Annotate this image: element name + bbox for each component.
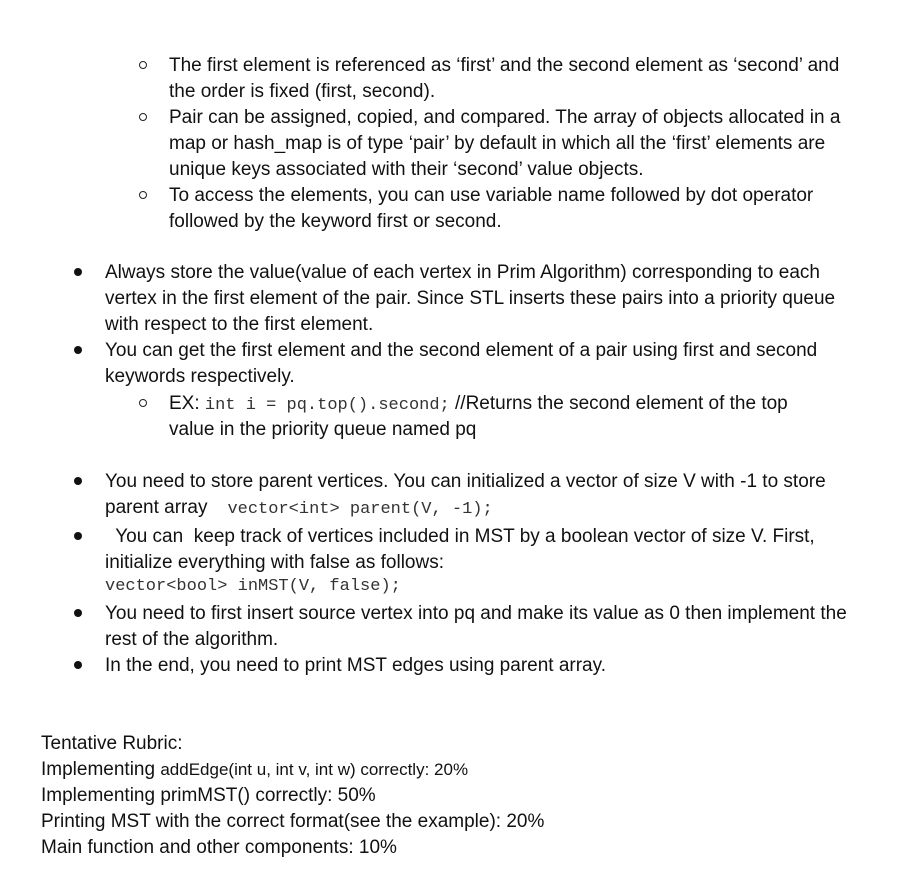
parent-code: vector<int> parent(V, -1); [227, 500, 493, 519]
text-line: initialize everything with false as follows: [105, 552, 444, 573]
text-line: You need to first insert source vertex into pq and make its value as 0 then implement the [105, 603, 847, 624]
disc-bullet-icon [74, 477, 82, 485]
text-line: You can keep track of vertices included in MST by a boolean vector of size V. First, [105, 526, 815, 547]
text-line: map or hash_map is of type ‘pair’ by default in which all the ‘first’ elements are [169, 133, 826, 154]
circle-bullet-icon [139, 191, 147, 199]
circle-bullet-icon [139, 113, 147, 121]
rubric-item: Printing MST with the correct format(see the example): 20% [41, 811, 545, 832]
rubric-item-detail: addEdge(int u, int v, int w) correctly: 20% [160, 760, 469, 779]
rubric-title: Tentative Rubric: [41, 733, 183, 754]
text-line: rest of the algorithm. [105, 629, 279, 650]
rubric-item: Implementing primMST() correctly: 50% [41, 785, 376, 806]
circle-bullet-icon [139, 61, 147, 69]
circle-bullet-icon [139, 399, 147, 407]
text-line: unique keys associated with their ‘second’ value objects. [169, 159, 644, 180]
text-line: with respect to the first element. [105, 314, 374, 335]
text-line: parent array [105, 497, 208, 518]
rubric-item: Main function and other components: 10% [41, 837, 397, 858]
text-line: In the end, you need to print MST edges using parent array. [105, 655, 606, 676]
example-comment: //Returns the second element of the top [449, 393, 788, 414]
text-line: keywords respectively. [105, 366, 295, 387]
text-line: Pair can be assigned, copied, and compared. The array of objects allocated in a [169, 107, 841, 128]
parent-array-line [105, 497, 493, 521]
text-line: You need to store parent vertices. You can initialized a vector of size V with -1 to store [105, 471, 826, 492]
disc-bullet-icon [74, 661, 82, 669]
text-line: You can get the first element and the second element of a pair using first and second [105, 340, 818, 361]
disc-bullet-icon [74, 268, 82, 276]
inmst-code: vector<bool> inMST(V, false); [105, 577, 401, 596]
rubric-item-prefix: Implementing [41, 759, 161, 780]
text-line: To access the elements, you can use variable name followed by dot operator [169, 185, 814, 206]
disc-bullet-icon [74, 346, 82, 354]
rubric-item [41, 759, 468, 781]
example-line [169, 393, 788, 417]
example-code: int i = pq.top().second; [204, 396, 450, 415]
text-line: vertex in the first element of the pair. Since STL inserts these pairs into a priority queue [105, 288, 836, 309]
text-line: value in the priority queue named pq [169, 419, 477, 440]
text-line: followed by the keyword first or second. [169, 211, 502, 232]
example-prefix: EX: [169, 393, 205, 414]
text-line: Always store the value(value of each vertex in Prim Algorithm) corresponding to each [105, 262, 820, 283]
text-line: the order is fixed (first, second). [169, 81, 436, 102]
disc-bullet-icon [74, 532, 82, 540]
disc-bullet-icon [74, 609, 82, 617]
text-line: The first element is referenced as ‘first’ and the second element as ‘second’ and [169, 55, 840, 76]
